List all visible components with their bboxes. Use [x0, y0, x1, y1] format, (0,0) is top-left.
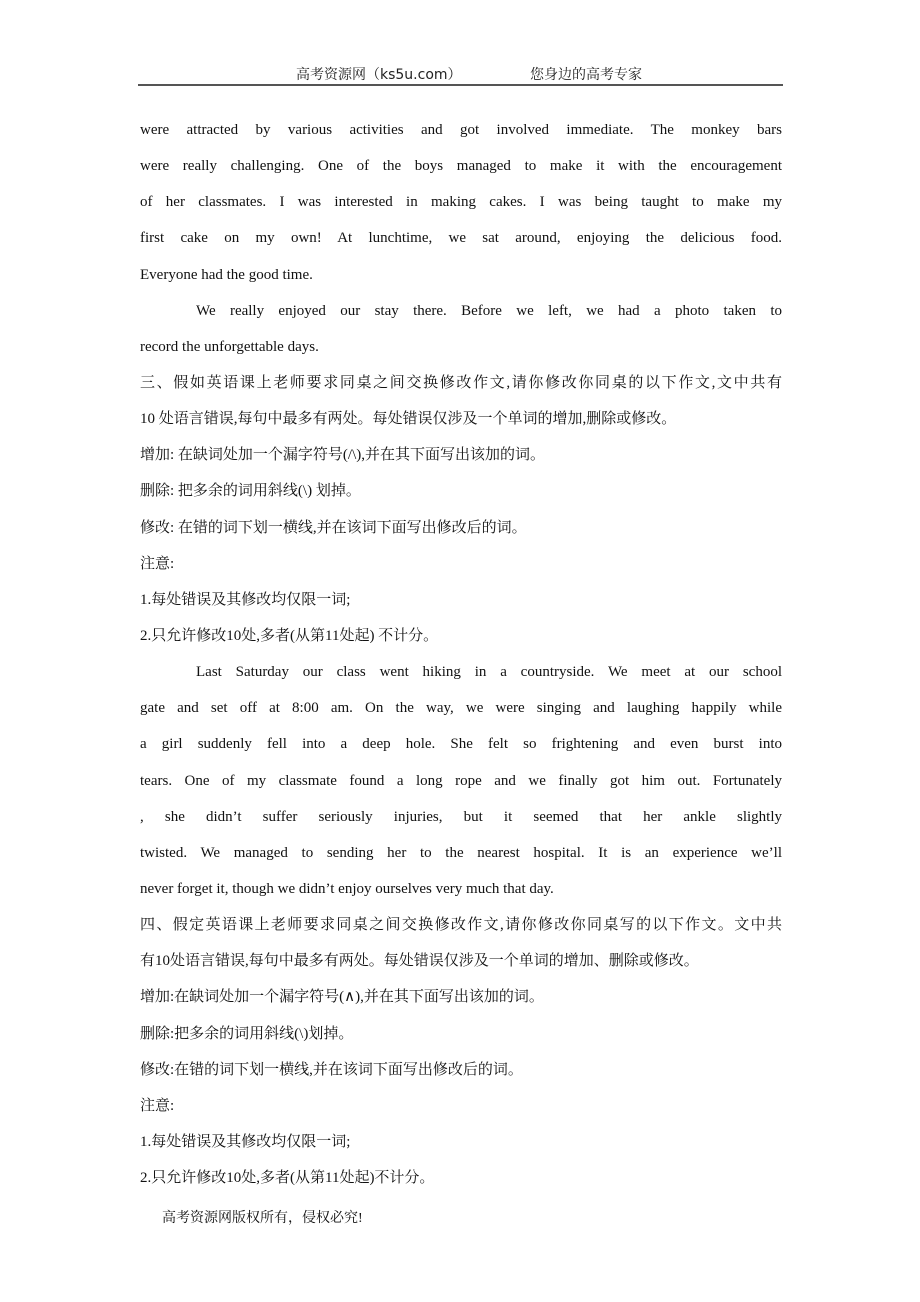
text-line: 删除: 把多余的词用斜线(\) 划掉。 [140, 483, 361, 500]
footer-copyright: 高考资源网版权所有，侵权必究! [162, 1211, 363, 1226]
text-line: gate and set off at 8:00 am. On the way, we were singing and laughing happily while [140, 700, 782, 717]
text-line: 增加: 在缺词处加一个漏字符号(/\),并在其下面写出该加的词。 [140, 447, 545, 464]
text-line: record the unforgettable days. [140, 338, 319, 355]
text-line: first cake on my own! At lunchtime, we sat around, enjoying the delicious food. [140, 230, 782, 247]
text-line: never forget it, though we didn’t enjoy ourselves very much that day. [140, 880, 554, 897]
text-line: We really enjoyed our stay there. Before we left, we had a photo taken to [196, 302, 782, 319]
text-line: 修改:在错的词下划一横线,并在该词下面写出修改后的词。 [140, 1061, 523, 1078]
header-site-name: 高考资源网（ks5u.com） [296, 67, 462, 83]
text-line: a girl suddenly fell into a deep hole. She felt so frightening and even burst into [140, 736, 782, 753]
header-slogan: 您身边的高考专家 [530, 67, 642, 83]
text-line: 1.每处错误及其修改均仅限一词; [140, 1133, 351, 1150]
text-line: of her classmates. I was interested in making cakes. I was being taught to make my [140, 194, 782, 211]
text-line: 三、假如英语课上老师要求同桌之间交换修改作文,请你修改你同桌的以下作文,文中共有 [140, 374, 782, 391]
text-line: Everyone had the good time. [140, 266, 313, 283]
text-line: tears. One of my classmate found a long rope and we finally got him out. Fortunately [140, 772, 782, 789]
text-line: 2.只允许修改10处,多者(从第11处起)不计分。 [140, 1170, 435, 1187]
text-line: 修改: 在错的词下划一横线,并在该词下面写出修改后的词。 [140, 519, 527, 536]
text-line: 注意: [140, 1097, 175, 1114]
text-line: 注意: [140, 555, 175, 572]
text-line: Last Saturday our class went hiking in a countryside. We meet at our school [196, 664, 782, 681]
text-line: 1.每处错误及其修改均仅限一词; [140, 591, 351, 608]
text-line: were really challenging. One of the boys managed to make it with the encouragement [140, 158, 782, 175]
text-line: 删除:把多余的词用斜线(\)划掉。 [140, 1025, 354, 1042]
document-body [140, 112, 782, 1196]
text-line: 10 处语言错误,每句中最多有两处。每处错误仅涉及一个单词的增加,删除或修改。 [140, 411, 677, 428]
text-line: 增加:在缺词处加一个漏字符号(∧),并在其下面写出该加的词。 [140, 989, 544, 1006]
text-line: 四、假定英语课上老师要求同桌之间交换修改作文,请你修改你同桌写的以下作文。文中共 [140, 917, 782, 934]
text-line: 2.只允许修改10处,多者(从第11处起) 不计分。 [140, 627, 439, 644]
text-line: twisted. We managed to sending her to the nearest hospital. It is an experience we’ll [140, 844, 782, 861]
header-divider [138, 84, 783, 86]
text-line: were attracted by various activities and got involved immediate. The monkey bars [140, 122, 782, 138]
text-line: , she didn’t suffer seriously injuries, but it seemed that her ankle slightly [140, 808, 782, 825]
text-line: 有10处语言错误,每句中最多有两处。每处错误仅涉及一个单词的增加、删除或修改。 [140, 953, 699, 970]
